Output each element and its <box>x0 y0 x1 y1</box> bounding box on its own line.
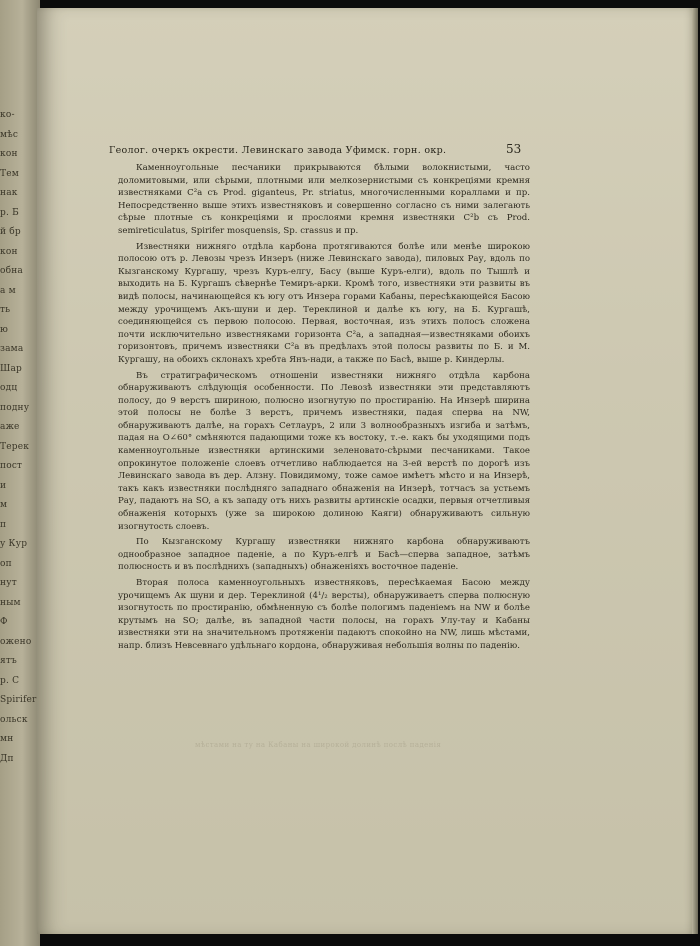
left-page-fragment: зама <box>0 344 24 354</box>
left-page-fragment: й бр <box>0 227 21 237</box>
left-page-fragment: мн <box>0 734 14 744</box>
left-page-fragment: Дп <box>0 753 14 764</box>
left-page-fragment: ольск <box>0 714 28 725</box>
left-page-fragment: Шар <box>0 363 22 374</box>
page-number: 53 <box>506 142 522 156</box>
paragraph: Каменноугольные песчаники прикрываются бѣлыми волокнистыми, часто доломитовыми, или сѣрыми, плотными или мелкозернистыми съ конкреціями кремня известняками C²a съ Prod. giganteus, Pr. striatus, многочисленными кораллами и пр. Непосредственно выше этихъ известняковъ и совершенно согласно съ ними залегають сѣрые плотные съ конкреціями и прослоями кремня известняки C²b съ Prod. semireticulatus, Spirifer mosquensis, Sp. crassus и пр. <box>118 163 530 236</box>
left-page-fragment: нак <box>0 188 18 198</box>
left-page-fragment: п <box>0 519 7 530</box>
left-page-fragment: ожено <box>0 636 32 647</box>
left-page-fragment: нут <box>0 578 17 588</box>
bleed-through-text: мѣстами на ту на Кабаны на широкой долинѣ послѣ паденія <box>195 741 442 749</box>
left-page-fragment: Ф <box>0 617 8 627</box>
adjacent-page <box>0 0 40 946</box>
left-page-fragment: ным <box>0 597 21 608</box>
left-page-fragment: и <box>0 480 7 491</box>
left-page-fragment: Терек <box>0 441 30 452</box>
paragraph: Известняки нижняго отдѣла карбона протягиваются болѣе или менѣе широкою полосою отъ р. Левозы чрезъ Инзеръ (ниже Левинскаго завода), пиловых Рау, вдоль по Кызганскому Кургашу, чрезъ Куръ-елгу, Басу (выше Куръ-елги), вдоль по Тышлѣ и выходить на Б. Кургашъ сѣвернѣе Темиръ-арки. Кромѣ того, известняки эти развиты въ видѣ полосы, начинающейся къ югу отъ Инзера горами Кабаны, пересѣкающейся Басою между урочищемъ Акъ-шуни и дер. Тереклиной и далѣе къ югу, на Б. Кургашѣ, соединяющейся съ первою полосою. Первая, восточная, изъ этихъ полосъ сложена почти исключительно известняками горизонта C²a, а западная—известняками обоихъ горизонтовъ, причемъ известняки C²a въ предѣлахъ этой полосы развиты по Б. и М. Кургашу, на обоихъ склонахъ хребта Янъ-нади, а также по Басѣ, выше р. Киндерлы. <box>118 241 530 365</box>
paragraph: По Кызганскому Кургашу известняки нижняго карбона обнаруживаютъ однообразное западное паденіе, а по Куръ-елгѣ и Басѣ—сперва западное, затѣмъ полюсность и въ послѣднихъ (западныхъ) обнаженіяхъ восточное паденіе. <box>118 537 530 573</box>
left-page-fragment: ю <box>0 324 9 335</box>
left-page-fragment: а м <box>0 285 16 296</box>
left-page-fragment: обна <box>0 266 24 276</box>
body-text <box>118 162 530 656</box>
left-page-fragment: пост <box>0 461 23 471</box>
left-page-fragment: ко- <box>0 110 15 120</box>
left-page-fragment: Spirifer <box>0 695 37 705</box>
left-page-fragment: м <box>0 500 8 510</box>
left-page-fragment: подну <box>0 402 30 413</box>
left-page-fragment: p. С <box>0 675 20 686</box>
left-page-fragment: ятъ <box>0 656 17 666</box>
page-edge <box>692 8 698 934</box>
left-page-fragment: Тем <box>0 168 19 179</box>
left-page-fragment: мѣс <box>0 129 19 140</box>
left-page-fragment: кон <box>0 149 18 159</box>
left-page-fragment: кон <box>0 246 18 257</box>
left-page-fragment: оп <box>0 558 12 569</box>
paragraph: Вторая полоса каменноугольныхъ известняковъ, пересѣкаемая Басою между урочищемъ Ак шуни и дер. Тереклиной (4¹/₂ версты), обнаруживаетъ сперва полюсную изогнутость по простиранію, обмѣненную съ болѣе пологимъ паденіемъ на NW и болѣе крутымъ на SO; далѣе, въ западной части полосы, на горахъ Улу-тау и Кабаны известняки эти на значительномъ протяженіи падаютъ спокойно на NW, лишь мѣстами, напр. близъ Невсевнаго удѣльнаго кордона, обнаруживая небольшія волны по паденію. <box>118 578 530 651</box>
paragraph: Въ стратиграфическомъ отношеніи известняки нижняго отдѣла карбона обнаруживаютъ слѣдующія особенности. По Левозѣ известняки эти представляютъ полосу, до 9 верстъ шириною, полюсно изогнутую по простиранію. На Инзерѣ ширина этой полосы не болѣе 3 верстъ, причемъ известняки, падая сперва на NW, обнаруживаютъ далѣе, на горахъ Сетлауръ, 2 или 3 волнообразныхъ изгиба и затѣмъ, падая на O∠60° смѣняются падающими тоже къ востоку, т.-е. какъ бы уходящими подъ каменноугольные известняки артинскими зеленовато-сѣрыми песчаниками. Такое опрокинутое положеніе слоевъ отчетливо наблюдается на 3-ей верстѣ по дорогѣ изъ Левинскаго завода въ дер. Алзну. Повидимому, тоже самое имѣетъ мѣсто и на Инзерѣ, такъ какъ известняки послѣдняго западнаго обнаженія на Инзерѣ, тотчасъ за устьемъ Рау, падаютъ на SO, а къ западу отъ нихъ развиты артинскіе осадки, первыя отчетливыя обнаженія которыхъ (уже за широкою долиною Каяги) обнаруживаютъ сильную изогнутость слоевъ. <box>118 370 530 532</box>
left-page-fragment: ть <box>0 305 11 315</box>
left-page-fragment: р. Б <box>0 207 19 218</box>
left-page-fragment: аже <box>0 422 20 432</box>
left-page-fragment: у Кур <box>0 539 28 549</box>
running-head: Геолог. очеркъ окрести. Левинскаго завода Уфимск. горн. окр. <box>109 145 447 156</box>
left-page-fragment: одц <box>0 383 18 393</box>
